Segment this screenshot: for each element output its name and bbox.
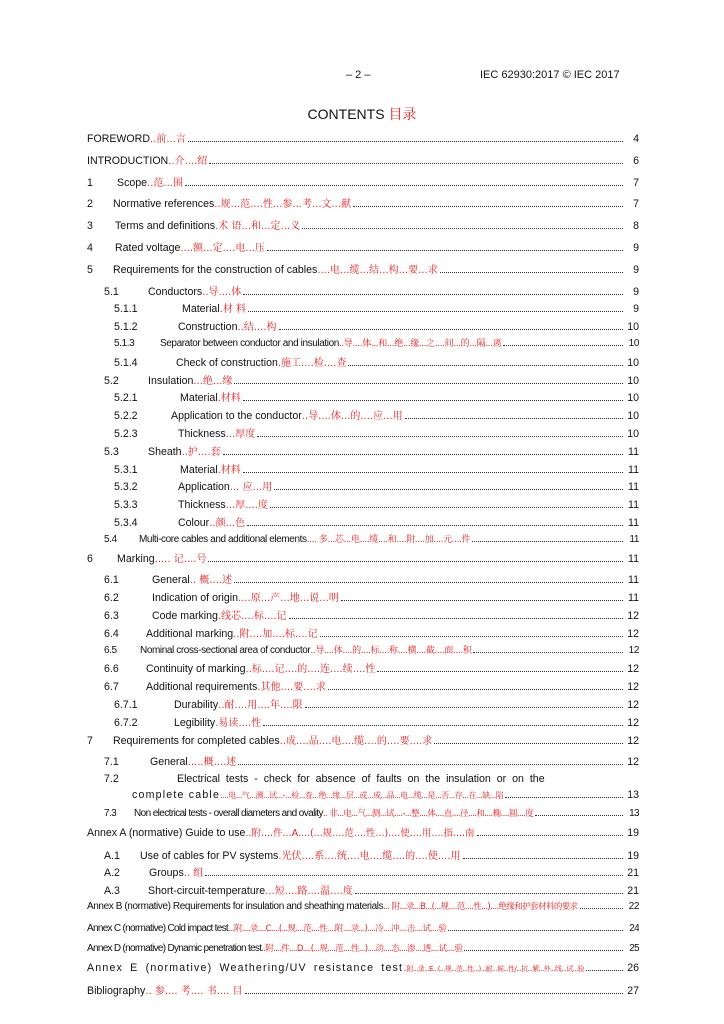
toc-entry-construction-requirements[interactable] — [87, 261, 639, 279]
toc-entry-translation: ..附....件...A....(...规....范....性...)....使....用....指....南 — [245, 827, 475, 839]
toc-entry-translation: ..导....体...和...绝...缘...之....间...的...隔...离 — [338, 338, 502, 349]
toc-entry-translation: ... 应...用 — [229, 482, 273, 494]
toc-entry-page: 12 — [627, 663, 639, 676]
toc-entry-page: 11 — [628, 516, 639, 529]
toc-entry-translation: ..结....构 — [237, 322, 277, 334]
toc-entry-translation: ..范...围 — [147, 177, 183, 189]
toc-entry-conductor-material[interactable] — [87, 300, 639, 318]
toc-entry-conductors[interactable] — [87, 283, 639, 301]
toc-entry-page: 11 — [628, 499, 639, 512]
toc-entry-durability[interactable] — [87, 696, 639, 714]
toc-entry-page: 12 — [627, 681, 639, 694]
toc-entry-translation: .光伏....系....统....电....缆....的....使....用 — [278, 850, 461, 862]
toc-entry-colour[interactable] — [87, 514, 639, 532]
toc-entry-translation: ..... 记....号 — [154, 553, 207, 565]
toc-entry-number: 6.6 — [104, 663, 119, 676]
toc-entry-insulation-material[interactable] — [87, 389, 639, 407]
dot-leader — [185, 185, 623, 186]
toc-entry-page: 11 — [628, 574, 639, 587]
toc-entry-number: A.2 — [104, 867, 120, 880]
toc-entry-page: 26 — [627, 962, 639, 975]
toc-entry-page: 13 — [627, 789, 639, 802]
toc-entry-separator[interactable] — [87, 336, 639, 354]
toc-entry-page: 9 — [633, 263, 639, 276]
toc-entry-label: Terms and definitions — [115, 220, 216, 233]
toc-entry-number: 5.4 — [104, 533, 117, 545]
toc-entry-translation: ..介....绍 — [168, 155, 208, 167]
toc-entry-number: 6 — [87, 552, 93, 565]
toc-entry-number: A.1 — [104, 849, 120, 862]
dot-leader — [243, 472, 623, 473]
toc-entry-terms-definitions[interactable] — [87, 217, 639, 235]
toc-entry-page: 7 — [633, 176, 639, 189]
toc-entry-page: 11 — [628, 592, 639, 605]
toc-entry-translation: ....电...缆...结...构...要...求 — [317, 264, 438, 276]
dot-leader — [209, 163, 623, 164]
dot-leader — [320, 636, 623, 637]
toc-entry-label: Thickness — [178, 499, 226, 512]
toc-entry-translation: .术 语...和...定...义 — [215, 221, 301, 233]
toc-entry-label: Additional marking — [146, 627, 234, 640]
toc-entry-number: 6.7.1 — [114, 698, 138, 711]
dot-leader — [586, 970, 623, 971]
dot-leader — [263, 725, 623, 726]
toc-entry-number: 6.4 — [104, 627, 119, 640]
toc-entry-page: 13 — [629, 808, 639, 820]
toc-entry-page: 12 — [628, 644, 639, 656]
toc-entry-number: 2 — [87, 198, 93, 211]
toc-entry-page: 4 — [633, 133, 639, 145]
dot-leader — [302, 228, 623, 229]
toc-entry-label: Requirements for completed cables — [113, 734, 280, 747]
toc-entry-application-conductor[interactable] — [87, 407, 639, 425]
dot-leader — [535, 815, 623, 816]
toc-entry-label: Groups — [149, 867, 184, 880]
toc-entry-label: Electrical tests - check for absence of faults on the insulation or on the — [177, 773, 545, 786]
toc-entry-label: Marking — [117, 552, 155, 565]
toc-entry-multi-core-cables[interactable] — [87, 532, 639, 550]
toc-entry-label: Application to the conductor — [171, 410, 302, 423]
toc-entry-rated-voltage[interactable] — [87, 239, 639, 257]
contents-title-cn: 目录 — [388, 107, 417, 123]
toc-entry-label-continued: complete cable — [132, 789, 221, 802]
toc-entry-translation: ..导....体 — [202, 286, 242, 298]
toc-entry-page: 10 — [627, 374, 639, 387]
toc-entry-page: 10 — [628, 337, 639, 349]
toc-entry-label: Multi-core cables and additional elements — [139, 533, 307, 545]
dot-leader — [279, 329, 623, 330]
toc-entry-page: 10 — [627, 410, 639, 423]
page-number: – 2 – — [346, 69, 371, 81]
toc-entry-annex-a[interactable] — [87, 825, 639, 843]
dot-leader — [247, 525, 623, 526]
toc-entry-number: 5.1.4 — [114, 356, 138, 369]
toc-entry-additional-requirements[interactable] — [87, 678, 639, 696]
toc-entry-non-electrical-tests[interactable] — [87, 807, 639, 825]
toc-entry-page: 10 — [627, 356, 639, 369]
dot-leader — [341, 600, 623, 601]
toc-entry-label: Additional requirements — [146, 681, 258, 694]
toc-entry-label: Nominal cross-sectional area of conductor — [140, 644, 311, 656]
toc-entry-translation: ..标....记....的....连....续....性 — [245, 664, 376, 676]
toc-entry-translation: .. 非...电...气...测...试....-...整....体....直....径....和....椭....圆....度 — [322, 809, 534, 820]
toc-entry-sheath[interactable] — [87, 443, 639, 461]
toc-entry-translation: .....概....述 — [187, 757, 237, 769]
toc-entry-number: 5.1 — [104, 285, 119, 298]
toc-entry-indication-origin[interactable] — [87, 589, 639, 607]
toc-entry-translation: ...厚....度 — [225, 500, 268, 512]
toc-entry-label: Annex D (normative) Dynamic penetration test — [87, 943, 262, 955]
standard-reference: IEC 62930:2017 © IEC 2017 — [480, 69, 620, 81]
dot-leader — [463, 858, 623, 859]
toc-entry-translation: .. 参.... 考.... 书.... 目 — [145, 986, 243, 998]
toc-entry-continuity-marking[interactable] — [87, 660, 639, 678]
toc-entry-page: 11 — [628, 445, 639, 458]
toc-entry-translation: ... 附...录...B...(...规....范....性...)....绝缘和护套材料的要求 — [383, 902, 578, 913]
dot-leader — [243, 294, 623, 295]
dot-leader — [188, 141, 623, 142]
toc-entry-label: Bibliography — [87, 985, 146, 998]
toc-entry-completed-general[interactable] — [87, 753, 639, 771]
dot-leader — [270, 507, 623, 508]
dot-leader — [243, 400, 623, 401]
toc-entry-translation: ..导....体....的....标....称....横....截....面....积 — [310, 645, 472, 656]
toc-entry-number: 6.7 — [104, 681, 119, 694]
toc-entry-number: 5.1.2 — [114, 321, 138, 334]
toc-entry-label: Thickness — [178, 427, 226, 440]
dot-leader — [440, 272, 623, 273]
toc-entry-electrical-tests[interactable] — [87, 773, 639, 807]
toc-entry-label: Requirements for the construction of cables — [113, 263, 318, 276]
toc-entry-page: 12 — [627, 756, 639, 769]
toc-entry-label: Material — [180, 392, 218, 405]
toc-entry-page: 12 — [627, 734, 639, 747]
toc-entry-number: 3 — [87, 220, 93, 233]
contents-title — [0, 104, 724, 124]
toc-entry-translation: .线芯....标....记 — [217, 610, 287, 622]
toc-entry-translation: ..附...录...E...(...规...范...性...)...耐...候...性/...抗...紫...外...线...试...验 — [403, 965, 584, 974]
toc-entry-page: 7 — [633, 198, 639, 211]
toc-entry-translation: ..前...言 — [149, 134, 186, 145]
toc-entry-number: 5 — [87, 263, 93, 276]
toc-entry-number: 5.2 — [104, 374, 119, 387]
toc-entry-short-circuit[interactable] — [87, 882, 639, 900]
toc-entry-label: Application — [178, 481, 230, 494]
dot-leader — [248, 311, 623, 312]
toc-entry-page: 11 — [628, 481, 639, 494]
dot-leader — [305, 707, 623, 708]
dot-leader — [473, 652, 623, 653]
dot-leader — [205, 875, 623, 876]
toc-entry-number: 5.3.3 — [114, 499, 138, 512]
toc-entry-page: 12 — [627, 716, 639, 729]
toc-entry-translation: ...短....路....温....度 — [265, 886, 353, 898]
toc-entry-sheath-thickness[interactable] — [87, 496, 639, 514]
toc-entry-label: Annex B (normative) Requirements for insulation and sheathing materials — [87, 901, 384, 913]
dot-leader — [328, 689, 623, 690]
toc-entry-label: Construction — [178, 321, 238, 334]
toc-entry-label: Normative references — [113, 198, 215, 211]
toc-entry-label: Short-circuit-temperature — [148, 885, 266, 898]
toc-entry-marking-general[interactable] — [87, 571, 639, 589]
toc-entry-annex-c[interactable] — [87, 922, 639, 942]
toc-entry-nominal-area[interactable] — [87, 643, 639, 661]
dot-leader — [477, 835, 623, 836]
toc-entry-label: Sheath — [148, 445, 182, 458]
toc-entry-number: 6.2 — [104, 592, 119, 605]
toc-entry-number: 1 — [87, 176, 93, 189]
toc-entry-translation: ...厚度 — [225, 428, 256, 440]
dot-leader — [234, 383, 623, 384]
toc-entry-page: 11 — [628, 463, 639, 476]
toc-entry-completed-cables[interactable] — [87, 732, 639, 750]
toc-entry-annex-e[interactable] — [87, 962, 639, 982]
toc-entry-introduction[interactable] — [87, 152, 639, 170]
toc-entry-marking[interactable] — [87, 550, 639, 568]
toc-entry-label: Use of cables for PV systems — [140, 849, 279, 862]
dot-leader — [505, 797, 623, 798]
toc-entry-number: 7.1 — [104, 756, 119, 769]
toc-entry-label: Scope — [117, 176, 148, 189]
toc-entry-groups[interactable] — [87, 864, 639, 882]
toc-entry-translation: ....原...产...地...说...明 — [237, 593, 339, 605]
toc-entry-page: 10 — [627, 321, 639, 334]
toc-entry-translation: .施工....检....查 — [277, 357, 347, 369]
toc-entry-label: Rated voltage — [115, 241, 181, 254]
toc-entry-code-marking[interactable] — [87, 607, 639, 625]
toc-entry-translation: .材料 — [217, 393, 241, 405]
dot-leader — [208, 561, 623, 562]
toc-entry-translation: ..成....品....电....缆....的....要....求 — [279, 735, 433, 747]
toc-entry-label: Continuity of marking — [146, 663, 246, 676]
toc-entry-number: 6.5 — [104, 644, 117, 656]
toc-entry-page: 12 — [627, 698, 639, 711]
toc-entry-number: 5.3.1 — [114, 463, 138, 476]
toc-entry-page: 21 — [627, 867, 639, 880]
dot-leader — [348, 365, 623, 366]
toc-entry-translation: ..附....加....标....记 — [233, 628, 318, 640]
toc-entry-translation: ..耐....用....年....限 — [218, 699, 303, 711]
toc-entry-label: Annex A (normative) Guide to use — [87, 826, 246, 839]
toc-entry-number: 5.2.1 — [114, 392, 138, 405]
toc-entry-translation: ..附....件....D....(...规....范....性...)....动....态....渗....透....试....验 — [261, 944, 463, 955]
toc-entry-label: Legibility — [174, 716, 216, 729]
dot-leader — [472, 541, 623, 542]
toc-entry-number: 5.2.3 — [114, 427, 138, 440]
toc-entry-translation: ..规...范....性...参...考...文...献 — [214, 199, 352, 211]
toc-entry-sheath-application[interactable] — [87, 478, 639, 496]
toc-entry-page: 19 — [627, 849, 639, 862]
toc-entry-page: 21 — [627, 885, 639, 898]
dot-leader — [464, 950, 623, 951]
toc-entry-label: General — [152, 574, 190, 587]
contents-title-en: CONTENTS — [307, 106, 385, 122]
toc-entry-foreword[interactable] — [87, 130, 639, 148]
toc-entry-page: 19 — [627, 826, 639, 839]
toc-entry-translation: ..颜...色 — [209, 517, 246, 529]
dot-leader — [448, 930, 623, 931]
dot-leader — [405, 418, 623, 419]
toc-entry-bibliography[interactable] — [87, 982, 639, 1000]
toc-entry-normative-references[interactable] — [87, 195, 639, 213]
toc-entry-page: 9 — [633, 303, 639, 316]
toc-entry-number: 5.3.2 — [114, 481, 138, 494]
toc-entry-translation: .其他....要....求 — [257, 682, 326, 694]
toc-entry-page: 11 — [629, 533, 639, 545]
toc-entry-number: 5.1.3 — [114, 337, 135, 349]
toc-entry-page: 11 — [628, 552, 639, 565]
toc-entry-page: 10 — [627, 392, 639, 405]
toc-entry-translation: .易读....性 — [215, 717, 262, 729]
toc-entry-translation: .. 概....述 — [189, 575, 232, 587]
dot-leader — [257, 436, 623, 437]
toc-entry-page: 12 — [627, 609, 639, 622]
dot-leader — [223, 454, 623, 455]
toc-entry-check-construction[interactable] — [87, 354, 639, 372]
toc-entry-pv-systems[interactable] — [87, 847, 639, 865]
dot-leader — [355, 893, 623, 894]
toc-entry-label: FOREWORD — [87, 133, 150, 145]
toc-entry-label: Code marking — [152, 609, 218, 622]
dot-leader — [503, 345, 623, 346]
toc-entry-translation: .. 组 — [183, 868, 204, 880]
toc-entry-page: 25 — [629, 943, 639, 955]
toc-entry-label: Colour — [178, 516, 210, 529]
toc-entry-translation: .... 多...芯...电....缆....和....附....加....元....件 — [306, 534, 471, 545]
toc-entry-page: 27 — [627, 985, 639, 998]
dot-leader — [377, 671, 623, 672]
toc-entry-number: 5.1.1 — [114, 303, 138, 316]
toc-entry-number: A.3 — [104, 885, 120, 898]
toc-entry-additional-marking[interactable] — [87, 625, 639, 643]
toc-entry-translation: ....电...气...测...试...-...检...查...绝...缘...层...或...成...品...电...缆...是...否...存...在...缺...陷 — [220, 791, 504, 801]
toc-entry-translation: ...附....录....C....(...规....范....性....附....录...)....冷....冲....击....试....验 — [227, 924, 447, 935]
toc-entry-label: Annex C (normative) Cold impact test — [87, 923, 228, 935]
dot-leader — [289, 618, 623, 619]
dot-leader — [434, 743, 623, 744]
dot-leader — [234, 582, 623, 583]
toc-entry-number: 6.3 — [104, 609, 119, 622]
toc-entry-label: Non electrical tests - overall diameters and ovality — [134, 808, 323, 820]
toc-entry-number: 4 — [87, 241, 93, 254]
toc-entry-label: Annex E (normative) Weathering/UV resistance test — [87, 962, 404, 975]
toc-entry-translation: ..导....体...的....应...用 — [301, 411, 403, 423]
toc-entry-number: 7 — [87, 734, 93, 747]
dot-leader — [353, 206, 623, 207]
toc-entry-insulation[interactable] — [87, 372, 639, 390]
toc-entry-number: 5.3.4 — [114, 516, 138, 529]
toc-entry-translation: ..护....套 — [181, 446, 221, 458]
table-of-contents — [87, 130, 639, 1000]
toc-entry-number: 5.3 — [104, 445, 119, 458]
toc-entry-translation: .材 料 — [219, 304, 247, 316]
toc-entry-page: 6 — [633, 154, 639, 167]
toc-entry-page: 12 — [627, 627, 639, 640]
toc-entry-insulation-thickness[interactable] — [87, 425, 639, 443]
toc-entry-annex-b[interactable] — [87, 900, 639, 922]
dot-leader — [238, 764, 623, 765]
toc-entry-page: 22 — [628, 901, 639, 913]
toc-entry-page: 9 — [633, 241, 639, 254]
toc-entry-label: Durability — [174, 698, 219, 711]
toc-entry-scope[interactable] — [87, 174, 639, 192]
toc-entry-page: 9 — [633, 285, 639, 298]
toc-entry-number: 7.3 — [104, 808, 117, 820]
toc-entry-sheath-material[interactable] — [87, 461, 639, 479]
toc-entry-translation: .材料 — [217, 464, 241, 476]
toc-entry-translation: ...绝...缘 — [193, 375, 233, 387]
toc-entry-translation: ....额...定....电...压 — [180, 242, 265, 254]
toc-entry-annex-d[interactable] — [87, 942, 639, 962]
toc-entry-page: 8 — [633, 220, 639, 233]
toc-entry-page: 24 — [629, 923, 639, 935]
toc-entry-label: Conductors — [148, 285, 203, 298]
dot-leader — [274, 489, 623, 490]
toc-entry-conductor-construction[interactable] — [87, 318, 639, 336]
toc-entry-label: Separator between conductor and insulation — [160, 337, 339, 349]
toc-entry-page: 10 — [627, 427, 639, 440]
toc-entry-label: INTRODUCTION — [87, 154, 169, 167]
toc-entry-legibility[interactable] — [87, 714, 639, 732]
toc-entry-label: Material — [182, 303, 220, 316]
toc-entry-number: 7.2 — [104, 773, 119, 786]
dot-leader — [267, 250, 623, 251]
toc-entry-number: 6.1 — [104, 574, 119, 587]
toc-entry-number: 5.2.2 — [114, 410, 138, 423]
dot-leader — [245, 993, 623, 994]
toc-entry-label: Insulation — [148, 374, 194, 387]
dot-leader — [580, 908, 623, 909]
toc-entry-label: Material — [180, 463, 218, 476]
toc-entry-label: General — [150, 756, 188, 769]
toc-entry-label: Check of construction — [176, 356, 278, 369]
toc-entry-number: 6.7.2 — [114, 716, 138, 729]
toc-entry-label: Indication of origin — [152, 592, 238, 605]
